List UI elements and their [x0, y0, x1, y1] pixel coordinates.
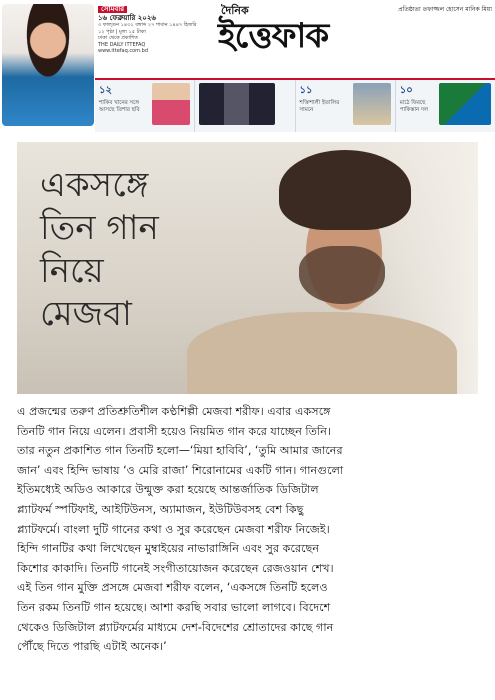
headline-line: তিন গান — [40, 208, 159, 248]
article-line: এই তিন গান মুক্তি প্রসঙ্গে মেজবা শরীফ বলেন, ‘একসঙ্গে তিনটি হলেও — [17, 581, 328, 595]
issue-date: ১৬ ফেব্রুয়ারি ২০২৬ — [98, 13, 156, 22]
issue-meta-5: www.ittefaq.com.bd — [98, 48, 148, 54]
singer-hair — [279, 150, 411, 230]
teaser-text: মাঠে ফিরছে পাকিস্তান দল — [399, 100, 429, 113]
logo-prefix: দৈনিক — [221, 4, 249, 17]
article-line: এ প্রজন্মের তরুণ প্রতিশ্রুতিশীল কণ্ঠশিল্পী মেজবা শরীফ। এবার একসঙ্গে — [17, 405, 331, 418]
article-line: জান’ এবং হিন্দি ভাষায় ‘ও মেরি রাজা’ শিরোনামের একটি গান। গানগুলো — [17, 463, 344, 477]
issue-meta-3: ঢাকা থেকে প্রকাশিত — [98, 35, 138, 41]
article-line: ইতিমধ্যেই অডিও আকারে উন্মুক্ত করা হয়েছে আন্তর্জাতিক ডিজিটাল — [17, 483, 319, 497]
cover-portrait-image — [2, 4, 94, 126]
teaser-text: শক্তিশালী ইতালির সামনে — [299, 100, 340, 113]
teaser-item[interactable] — [296, 80, 396, 132]
teaser-page-number: ১১ — [299, 85, 313, 96]
article-line: প্ল্যাটফর্মে। বাংলা দুটি গানের কথা ও সুর করেছেন মেজবা শরীফ নিজেই। — [17, 522, 330, 536]
headline-line: একসঙ্গে — [40, 165, 149, 205]
weekday-badge: সোমবার — [98, 6, 127, 13]
teaser-text: শাকিব খানের সঙ্গে আসছে তিশার ছবি — [99, 100, 140, 113]
article-line: তিন রকম তিনটি গান হয়েছে। আশা করছি সবার ভালো লাগবে। বিদেশে — [17, 600, 331, 614]
article-line: তার নতুন প্রকাশিত গান তিনটি হলো—‘মিয়া হাবিবি’, ‘তুমি আমার জানের — [17, 444, 343, 458]
teaser-thumbnail — [439, 83, 491, 125]
teaser-thumbnail — [353, 83, 391, 125]
article-line: তিনটি গান নিয়ে এলেন। প্রবাসী হয়েও নিয়মিত গান করে যাচ্ছেন তিনি। — [17, 424, 331, 438]
teaser-item[interactable] — [95, 80, 195, 132]
issue-meta-1: ৩ ফাল্গুন ১৪৩২ বঙ্গাব্দ ২৭ শাবান ১৪৪৭ হিজরি — [98, 22, 197, 28]
article-line: থেকেও ডিজিটাল প্ল্যাটফর্মের মাধ্যমে দেশ-বিদেশের শ্রোতাদের কাছে গান — [17, 620, 334, 634]
article-line: প্ল্যাটফর্ম স্পটিফাই, আইটিউনস, অ্যামাজন, ইউটিউবসহ বেশ কিছু — [17, 502, 304, 516]
teaser-page-number: ১০ — [399, 85, 413, 96]
founder-tagline: প্রতিষ্ঠাতা তফাজ্জল হোসেন মানিক মিয়া — [398, 6, 492, 13]
teaser-thumbnail — [199, 83, 275, 125]
teaser-item[interactable] — [396, 80, 495, 132]
singer-beard — [299, 246, 385, 304]
article-body — [17, 402, 480, 696]
date-block — [98, 6, 208, 55]
issue-meta-4: THE DAILY ITTEFAQ — [98, 41, 146, 48]
article-line: হিন্দি গানটির কথা লিখেছেন মুম্বাইয়ের নাভারাঙ্গিনি এবং সুর করেছেন — [17, 542, 320, 556]
teaser-page-number: ১২ — [99, 85, 112, 96]
article-line: কিশোর কাকাদি। তিনটি গানেই সংগীতায়োজন করেছেন রেজওয়ান শেখ। — [17, 561, 334, 575]
newspaper-logo — [218, 2, 494, 72]
teaser-thumbnail — [152, 83, 190, 125]
logo-title: ইত্তেফাক — [218, 16, 329, 56]
article-line: পৌঁছে দিতে পারছি এটাই অনেক।’ — [17, 640, 167, 654]
teaser-bar — [95, 78, 495, 132]
issue-meta-2: ১২ পৃষ্ঠা | মূল্য ১৫ টাকা — [98, 28, 146, 35]
article-headline — [40, 164, 230, 336]
headline-line: মেজবা — [40, 294, 132, 334]
headline-line: নিয়ে — [40, 251, 104, 291]
teaser-item[interactable] — [195, 80, 295, 132]
